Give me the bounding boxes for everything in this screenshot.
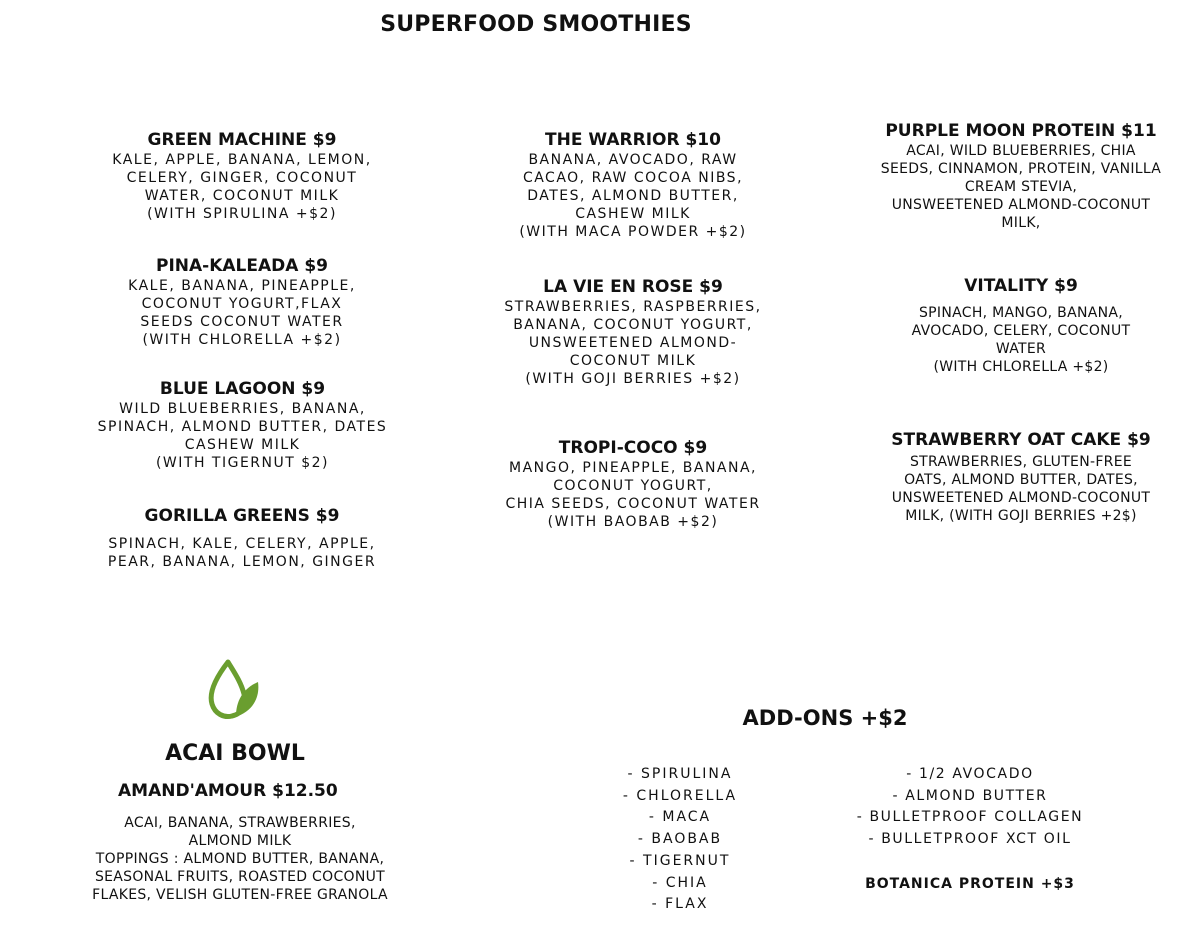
item-name: PURPLE MOON PROTEIN $11 <box>885 121 1157 141</box>
item-description: ACAI, BANANA, STRAWBERRIES, ALMOND MILK TOPPINGS : ALMOND BUTTER, BANANA, SEASONAL FRUITS, ROASTED COCONUT FLAKES, VELISH GLUTEN-FREE GRANOLA <box>92 815 388 903</box>
menu-item <box>866 429 1176 525</box>
item-description: MANGO, PINEAPPLE, BANANA, COCONUT YOGURT, CHIA SEEDS, COCONUT WATER (WITH BAOBAB +$2) <box>505 460 761 530</box>
menu-item <box>92 129 392 223</box>
menu-title: SUPERFOOD SMOOTHIES <box>380 12 692 37</box>
menu-item <box>92 505 392 571</box>
list-item: - BULLETPROOF XCT OIL <box>868 831 1072 848</box>
menu-item <box>866 275 1176 376</box>
bowl-item <box>80 780 400 904</box>
item-description: ACAI, WILD BLUEBERRIES, CHIA SEEDS, CINNAMON, PROTEIN, VANILLA CREAM STEVIA, UNSWEETENED ALMOND-COCONUT MILK, <box>880 143 1162 231</box>
list-item: - BULLETPROOF COLLAGEN <box>856 809 1084 826</box>
item-name: BLUE LAGOON $9 <box>159 379 326 399</box>
item-name: LA VIE EN ROSE $9 <box>543 277 723 297</box>
addons-heading: ADD-ONS +$2 <box>742 706 908 730</box>
item-name: PINA-KALEADA $9 <box>155 256 328 276</box>
list-item: - FLAX <box>651 896 709 913</box>
list-item: - CHLORELLA <box>622 787 738 804</box>
item-description: STRAWBERRIES, RASPBERRIES, BANANA, COCONUT YOGURT, UNSWEETENED ALMOND- COCONUT MILK (WITH GOJI BERRIES +$2) <box>504 299 762 387</box>
bowl-heading: ACAI BOWL <box>165 741 305 766</box>
list-item: - MACA <box>648 809 712 826</box>
leaf-drop-icon <box>206 658 262 722</box>
item-name: VITALITY $9 <box>964 276 1078 296</box>
item-description: SPINACH, KALE, CELERY, APPLE, PEAR, BANANA, LEMON, GINGER <box>107 536 377 570</box>
menu-item <box>866 120 1176 232</box>
addons-list-left <box>580 764 780 916</box>
item-description: STRAWBERRIES, GLUTEN-FREE OATS, ALMOND BUTTER, DATES, UNSWEETENED ALMOND-COCONUT MILK, (WITH GOJI BERRIES +2$) <box>891 454 1151 524</box>
list-item: - TIGERNUT <box>629 852 731 869</box>
menu-item <box>478 276 788 388</box>
item-description: KALE, APPLE, BANANA, LEMON, CELERY, GINGER, COCONUT WATER, COCONUT MILK (WITH SPIRULINA +$2) <box>112 152 372 222</box>
item-name: THE WARRIOR $10 <box>545 130 721 150</box>
menu-item <box>478 129 788 241</box>
addons-list-right <box>810 764 1130 851</box>
item-name: STRAWBERRY OAT CAKE $9 <box>891 430 1151 450</box>
item-name: TROPI-COCO $9 <box>558 438 708 458</box>
item-description: KALE, BANANA, PINEAPPLE, COCONUT YOGURT,FLAX SEEDS COCONUT WATER (WITH CHLORELLA +$2) <box>128 278 356 348</box>
item-description: SPINACH, MANGO, BANANA, AVOCADO, CELERY, COCONUT WATER (WITH CHLORELLA +$2) <box>911 305 1131 375</box>
list-item: - CHIA <box>652 874 708 891</box>
menu-item <box>92 255 392 349</box>
item-description: WILD BLUEBERRIES, BANANA, SPINACH, ALMOND BUTTER, DATES CASHEW MILK (WITH TIGERNUT $2) <box>97 401 388 471</box>
item-name: AMAND'AMOUR $12.50 <box>118 781 338 801</box>
list-item: - ALMOND BUTTER <box>892 787 1048 804</box>
list-item: - SPIRULINA <box>627 766 733 782</box>
item-name: GORILLA GREENS $9 <box>144 506 340 526</box>
item-name: GREEN MACHINE $9 <box>147 130 337 150</box>
list-item: - 1/2 AVOCADO <box>906 766 1034 782</box>
item-description: BANANA, AVOCADO, RAW CACAO, RAW COCOA NIBS, DATES, ALMOND BUTTER, CASHEW MILK (WITH MACA POWDER +$2) <box>519 152 747 240</box>
menu-item <box>80 378 405 472</box>
menu-item <box>478 437 788 531</box>
list-item: - BAOBAB <box>637 831 723 848</box>
protein-addon: BOTANICA PROTEIN +$3 <box>865 876 1075 892</box>
